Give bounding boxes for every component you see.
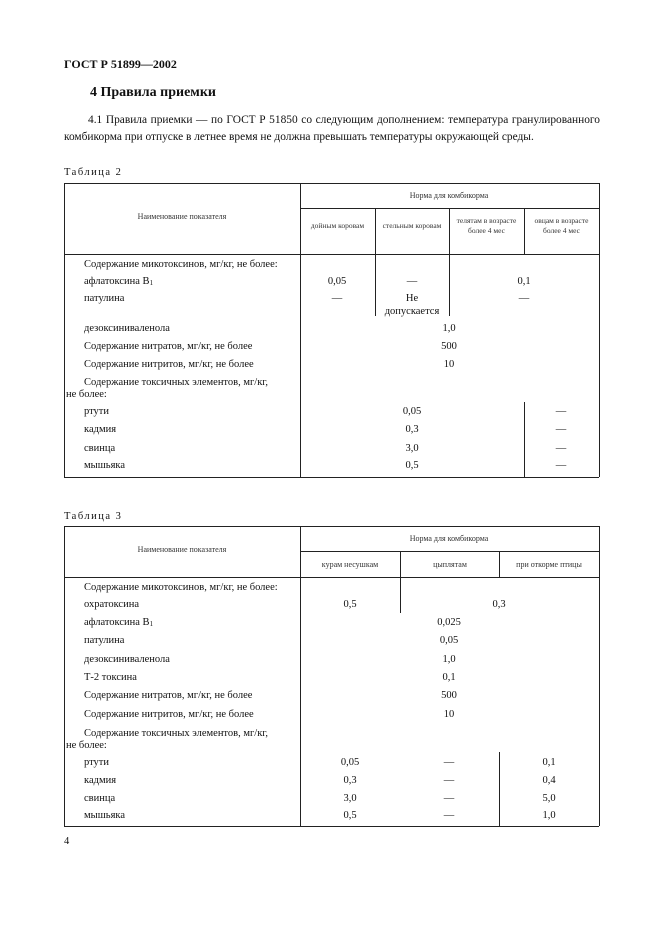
table3-col-3: при откорме птицы xyxy=(516,560,582,569)
row-label: кадмия xyxy=(84,424,117,435)
row-label: ртути xyxy=(84,757,110,768)
row-label: патулина xyxy=(84,635,125,646)
table3-group-header: Норма для комбикорма xyxy=(409,534,489,543)
cell-value: 0,025 xyxy=(437,617,461,628)
cell-value: — xyxy=(555,406,567,417)
row-label: свинца xyxy=(84,793,116,804)
cell-value: 500 xyxy=(441,341,457,352)
cell-value: 0,3 xyxy=(492,599,506,610)
cell-value: 10 xyxy=(443,359,455,370)
cell-value: — xyxy=(443,757,455,768)
table2-col-2: стельным коровам xyxy=(382,221,442,230)
cell-value: 0,05 xyxy=(402,406,422,417)
row-label: мышьяка xyxy=(84,460,126,471)
table2-col-3: телятам в возрасте более 4 мес xyxy=(456,216,517,235)
row-label: не более: xyxy=(66,389,107,400)
cell-value: 0,1 xyxy=(517,276,531,287)
row-label: патулина xyxy=(84,293,125,304)
section-title: 4 Правила приемки xyxy=(90,85,216,100)
page-number: 4 xyxy=(64,836,70,847)
row-label: Содержание нитритов, мг/кг, не более xyxy=(84,359,254,370)
cell-value: — xyxy=(443,775,455,786)
row-label: дезоксиниваленола xyxy=(84,654,170,665)
cell-value: 1,0 xyxy=(542,810,556,821)
row-label: охратоксина xyxy=(84,599,139,610)
cell-value: 1,0 xyxy=(442,654,456,665)
cell-value: — xyxy=(555,424,567,435)
cell-value: 0,3 xyxy=(405,424,419,435)
row-label: Содержание микотоксинов, мг/кг, не более: xyxy=(84,582,278,593)
cell-value: 0,1 xyxy=(442,672,456,683)
row-label: Содержание нитритов, мг/кг, не более xyxy=(84,709,254,720)
cell-value: 0,5 xyxy=(405,460,419,471)
cell-value: — xyxy=(518,293,530,304)
cell-value: 0,05 xyxy=(327,276,347,287)
cell-value: допускается xyxy=(384,306,440,317)
cell-value: 0,3 xyxy=(343,775,357,786)
row-label: Т-2 токсина xyxy=(84,672,137,683)
cell-value: — xyxy=(443,810,455,821)
table2-caption: Таблица 2 xyxy=(64,167,123,178)
cell-value: — xyxy=(331,293,343,304)
cell-value: 0,4 xyxy=(542,775,556,786)
table3-col-2: цыплятам xyxy=(433,560,467,569)
cell-value: 0,05 xyxy=(439,635,459,646)
cell-value: 0,1 xyxy=(542,757,556,768)
cell-value: 0,5 xyxy=(343,599,357,610)
table2-col-1: дойным коровам xyxy=(310,221,365,230)
cell-value: 10 xyxy=(443,709,455,720)
row-label: Содержание нитратов, мг/кг, не более xyxy=(84,690,253,701)
row-label: Содержание микотоксинов, мг/кг, не более: xyxy=(84,259,278,270)
cell-value: 0,05 xyxy=(340,757,360,768)
cell-value: 1,0 xyxy=(442,323,456,334)
cell-value: 3,0 xyxy=(405,443,419,454)
cell-value: 500 xyxy=(441,690,457,701)
table3-col-1: курам несушкам xyxy=(321,560,379,569)
document-code: ГОСТ Р 51899—2002 xyxy=(64,57,177,71)
row-label: афлатоксина B1 xyxy=(84,276,154,287)
row-label: дезоксиниваленола xyxy=(84,323,170,334)
row-label: свинца xyxy=(84,443,116,454)
cell-value: 0,5 xyxy=(343,810,357,821)
row-label: кадмия xyxy=(84,775,117,786)
cell-value: 5,0 xyxy=(542,793,556,804)
row-label: мышьяка xyxy=(84,810,126,821)
table2-col-4: овцам в возрасте более 4 мес xyxy=(534,216,589,235)
cell-value: Не xyxy=(405,293,419,304)
table2-group-header: Норма для комбикорма xyxy=(409,191,489,200)
cell-value: — xyxy=(443,793,455,804)
cell-value: — xyxy=(555,443,567,454)
row-label: Содержание нитратов, мг/кг, не более xyxy=(84,341,253,352)
table3-col-name: Наименование показателя xyxy=(137,545,227,554)
row-label: не более: xyxy=(66,740,107,751)
row-label: ртути xyxy=(84,406,110,417)
cell-value: — xyxy=(555,460,567,471)
row-label: афлатоксина B1 xyxy=(84,617,154,628)
table2-col-name: Наименование показателя xyxy=(137,212,227,221)
cell-value: 3,0 xyxy=(343,793,357,804)
section-paragraph: 4.1 Правила приемки — по ГОСТ Р 51850 со следующим дополнением: температура гранулированного комбикорма при отпуске в летнее время не должна превышать температуры окружающей среды. xyxy=(64,114,600,143)
cell-value: — xyxy=(406,276,418,287)
table3-caption: Таблица 3 xyxy=(64,511,123,522)
row-label: Содержание токсичных элементов, мг/кг, xyxy=(84,728,269,739)
row-label: Содержание токсичных элементов, мг/кг, xyxy=(84,377,269,388)
